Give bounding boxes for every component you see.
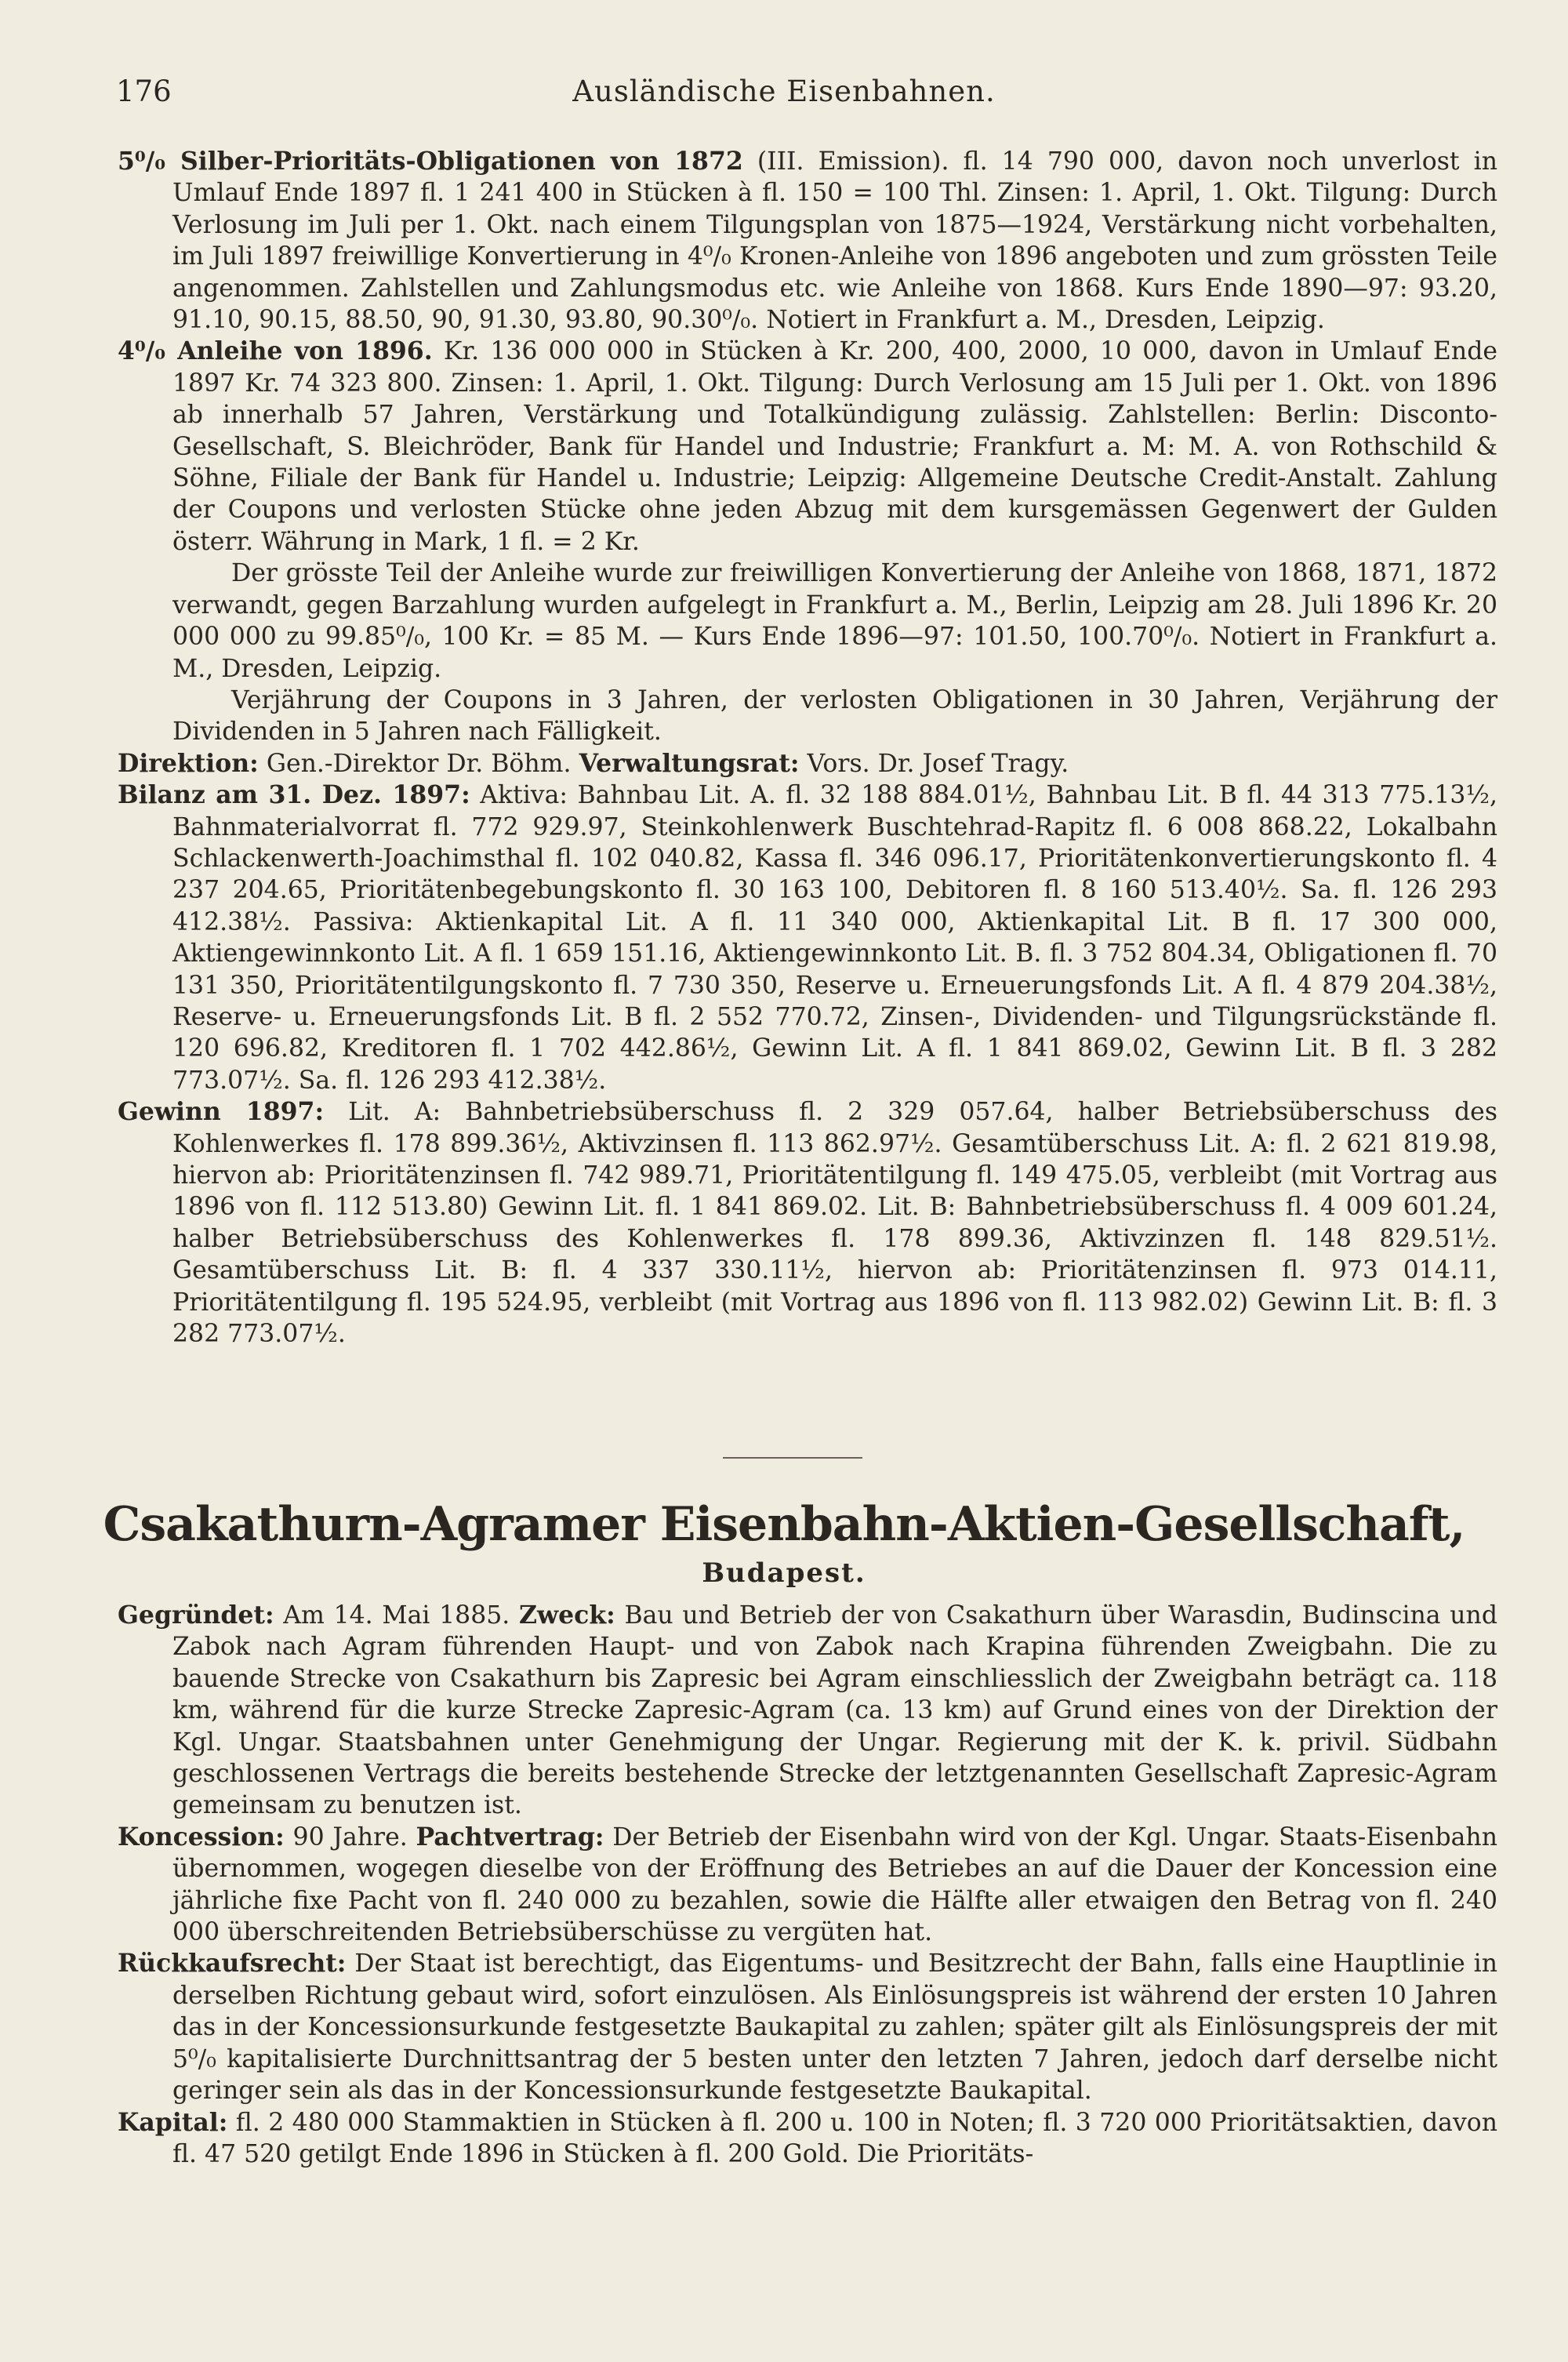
paragraph-direktion: [118, 748, 1497, 779]
company-city: Budapest.: [702, 1557, 866, 1589]
heading-pachtvertrag: Pachtvertrag:: [416, 1822, 604, 1851]
heading-verwaltungsrat: Verwaltungsrat:: [579, 748, 800, 778]
heading-bilanz: Bilanz am 31. Dez. 1897:: [118, 780, 470, 810]
heading-koncession: Koncession:: [118, 1822, 285, 1851]
section-bond-details: [118, 146, 1497, 1350]
running-title: Ausländische Eisenbahnen.: [572, 74, 996, 108]
text-gewinn: Lit. A: Bahnbetriebsüberschuss fl. 2 329 057.64, halber Betriebsüberschuss des Kohlenwerkes fl. 178 899.36½, Aktivzinsen fl. 113 862.97½. Gesamtüberschuss Lit. A: fl. 2 621 819.98, hiervon ab: Prioritätenzinsen fl. 742 989.71, Prioritätentilgung fl. 149 475.05, verbleibt (mit Vortrag aus 1896 von fl. 112 513.80) Gewinn Lit. fl. 1 841 869.02. Lit. B: Bahnbetriebsüberschuss fl. 4 009 601.24, halber Betriebsüberschuss des Kohlenwerkes fl. 178 899.36, Aktivzinzen fl. 148 829.51½. Gesamtüberschuss Lit. B: fl. 4 337 330.11½, hiervon ab: Prioritätenzinsen fl. 973 014.11, Prioritätentilgung fl. 195 524.95, verbleibt (mit Vortrag aus 1896 von fl. 113 982.02) Gewinn Lit. B: fl. 3 282 773.07½.: [172, 1098, 1497, 1349]
text-silber-obligationen: (III. Emission). fl. 14 790 000, davon noch unverlost in Umlauf Ende 1897 fl. 1 241 400 in Stücken à fl. 150 = 100 Thl. Zinsen: 1. April, 1. Okt. Tilgung: Durch Verlosung im Juli per 1. Okt. nach einem Tilgungsplan von 1875—1924, Verstärkung nicht vorbehalten, im Juli 1897 freiwillige Konvertierung in 4⁰/₀ Kronen-Anleihe von 1896 angeboten und zum grössten Teile angenommen. Zahlstellen und Zahlungsmodus etc. wie Anleihe von 1868. Kurs Ende 1890—97: 93.20, 91.10, 90.15, 88.50, 90, 91.30, 93.80, 90.30⁰/₀. Notiert in Frankfurt a. M., Dresden, Leipzig.: [172, 147, 1497, 335]
heading-gewinn: Gewinn 1897:: [118, 1097, 325, 1127]
paragraph-rueckkaufsrecht: [118, 1948, 1497, 2106]
text-kapital: fl. 2 480 000 Stammaktien in Stücken à fl. 200 u. 100 in Noten; fl. 3 720 000 Prioritätsaktien, davon fl. 47 520 getilgt Ende 1896 in Stücken à fl. 200 Gold. Die Prioritäts-: [172, 2108, 1497, 2168]
paragraph-silber-obligationen: [118, 146, 1497, 336]
section-company-details: [118, 1600, 1497, 2170]
paragraph-koncession: [118, 1822, 1497, 1949]
text-verwaltungsrat: Vors. Dr. Josef Tragy.: [799, 749, 1069, 778]
paragraph-gewinn: [118, 1096, 1497, 1350]
paragraph-anleihe-1896: [118, 336, 1497, 558]
paragraph-konvertierung: Der grösste Teil der Anleihe wurde zur freiwilligen Konvertierung der Anleihe von 1868, 1871, 1872 verwandt, gegen Barzahlung wurden aufgelegt in Frankfurt a. M., Berlin, Leipzig am 28. Juli 1896 Kr. 20 000 000 zu 99.85⁰/₀, 100 Kr. = 85 M. — Kurs Ende 1896—97: 101.50, 100.70⁰/₀. Notiert in Frankfurt a. M., Dresden, Leipzig.: [172, 559, 1497, 683]
running-header: [0, 72, 1568, 111]
heading-gegruendet: Gegründet:: [118, 1601, 274, 1630]
text-rueckkaufsrecht: Der Staat ist berechtigt, das Eigentums- und Besitzrecht der Bahn, falls eine Hauptlinie in derselben Richtung gebaut wird, sofort einzulösen. Als Einlösungspreis ist während der ersten 10 Jahren das in der Koncessionsurkunde festgesetzte Baukapital zu zahlen; später gilt als Einlösungspreis der mit 5⁰/₀ kapitalisierte Durchnittsantrag der 5 besten unter den letzten 7 Jahren, jedoch darf derselbe nicht geringer sein als das in der Koncessionsurkunde festgesetzte Baukapital.: [172, 1950, 1497, 2106]
page-number: 176: [116, 74, 172, 108]
heading-kapital: Kapital:: [118, 2107, 228, 2137]
paragraph-bilanz: [118, 779, 1497, 1096]
text-bilanz: Aktiva: Bahnbau Lit. A. fl. 32 188 884.01½, Bahnbau Lit. B fl. 44 313 775.13½, Bahnmaterialvorrat fl. 772 929.97, Steinkohlenwerk Buschtehrad-Rapitz fl. 6 008 868.22, Lokalbahn Schlackenwerth-Joachimsthal fl. 102 040.82, Kassa fl. 346 096.17, Prioritätenkonvertierungskonto fl. 4 237 204.65, Prioritätenbegebungskonto fl. 30 163 100, Debitoren fl. 8 160 513.40½. Sa. fl. 126 293 412.38½. Passiva: Aktienkapital Lit. A fl. 11 340 000, Aktienkapital Lit. B fl. 17 300 000, Aktiengewinnkonto Lit. A fl. 1 659 151.16, Aktiengewinnkonto Lit. B. fl. 3 752 804.34, Obligationen fl. 70 131 350, Prioritätentilgungskonto fl. 7 730 350, Reserve u. Erneuerungsfonds Lit. A fl. 4 879 204.38½, Reserve- u. Erneuerungsfonds Lit. B fl. 2 552 770.72, Zinsen-, Dividenden- und Tilgungsrückstände fl. 120 696.82, Kreditoren fl. 1 702 442.86½, Gewinn Lit. A fl. 1 841 869.02, Gewinn Lit. B fl. 3 282 773.07½. Sa. fl. 126 293 412.38½.: [172, 781, 1497, 1095]
text-pachtvertrag: Der Betrieb der Eisenbahn wird von der Kgl. Ungar. Staats-Eisenbahn übernommen, wogegen dieselbe von der Eröffnung des Betriebes an auf die Dauer der Koncession eine jährliche fixe Pacht von fl. 240 000 zu bezahlen, sowie die Hälfte aller etwaigen den Betrag von fl. 240 000 überschreitenden Betriebsüberschüsse zu vergüten hat.: [172, 1822, 1498, 1947]
heading-direktion: Direktion:: [118, 748, 259, 778]
heading-anleihe-1896: 4⁰/₀ Anleihe von 1896.: [118, 336, 433, 366]
heading-zweck: Zweck:: [518, 1601, 615, 1630]
text-direktion: Gen.-Direktor Dr. Böhm.: [258, 749, 579, 778]
heading-rueckkaufsrecht: Rückkaufsrecht:: [118, 1949, 347, 1979]
text-gegruendet: Am 14. Mai 1885.: [274, 1601, 519, 1630]
company-title: Csakathurn-Agramer Eisenbahn-Aktien-Gesellschaft,: [103, 1497, 1465, 1552]
text-anleihe-1896: Kr. 136 000 000 in Stücken à Kr. 200, 400, 2000, 10 000, davon in Umlauf Ende 1897 Kr. 74 323 800. Zinsen: 1. April, 1. Okt. Tilgung: Durch Verlosung am 15 Juli per 1. Okt. von 1896 ab innerhalb 57 Jahren, Verstärkung und Totalkündigung zulässig. Zahlstellen: Berlin: Disconto-Gesellschaft, S. Bleichröder, Bank für Handel und Industrie; Frankfurt a. M: M. A. von Rothschild & Söhne, Filiale der Bank für Handel u. Industrie; Leipzig: Allgemeine Deutsche Credit-Anstalt. Zahlung der Coupons und verlosten Stücke ohne jeden Abzug mit dem kursgemässen Gegenwert der Gulden österr. Währung in Mark, 1 fl. = 2 Kr.: [172, 337, 1497, 556]
text-zweck: Bau und Betrieb der von Csakathurn über Warasdin, Budinscina und Zabok nach Agram führenden Haupt- und von Zabok nach Krapina führenden Zweigbahn. Die zu bauende Strecke von Csakathurn bis Zapresic bei Agram einschliesslich der Zweigbahn beträgt ca. 118 km, während für die kurze Strecke Zapresic-Agram (ca. 13 km) auf Grund eines von der Direktion der Kgl. Ungar. Staatsbahnen unter Genehmigung der Ungar. Regierung mit der K. k. privil. Südbahn geschlossenen Vertrags die bereits bestehende Strecke der letztgenannten Gesellschaft Zapresic-Agram gemeinsam zu benutzen ist.: [172, 1601, 1497, 1820]
paragraph-kapital: [118, 2107, 1497, 2171]
section-divider: [723, 1457, 862, 1459]
paragraph-gegruendet: [118, 1600, 1497, 1822]
paragraph-verjaehrung: Verjährung der Coupons in 3 Jahren, der verlosten Obligationen in 30 Jahren, Verjährung der Dividenden in 5 Jahren nach Fälligkeit.: [172, 685, 1497, 747]
text-koncession: 90 Jahre.: [284, 1822, 416, 1851]
heading-silber-obligationen: 5⁰/₀ Silber-Prioritäts-Obligationen von 1872: [118, 147, 743, 176]
